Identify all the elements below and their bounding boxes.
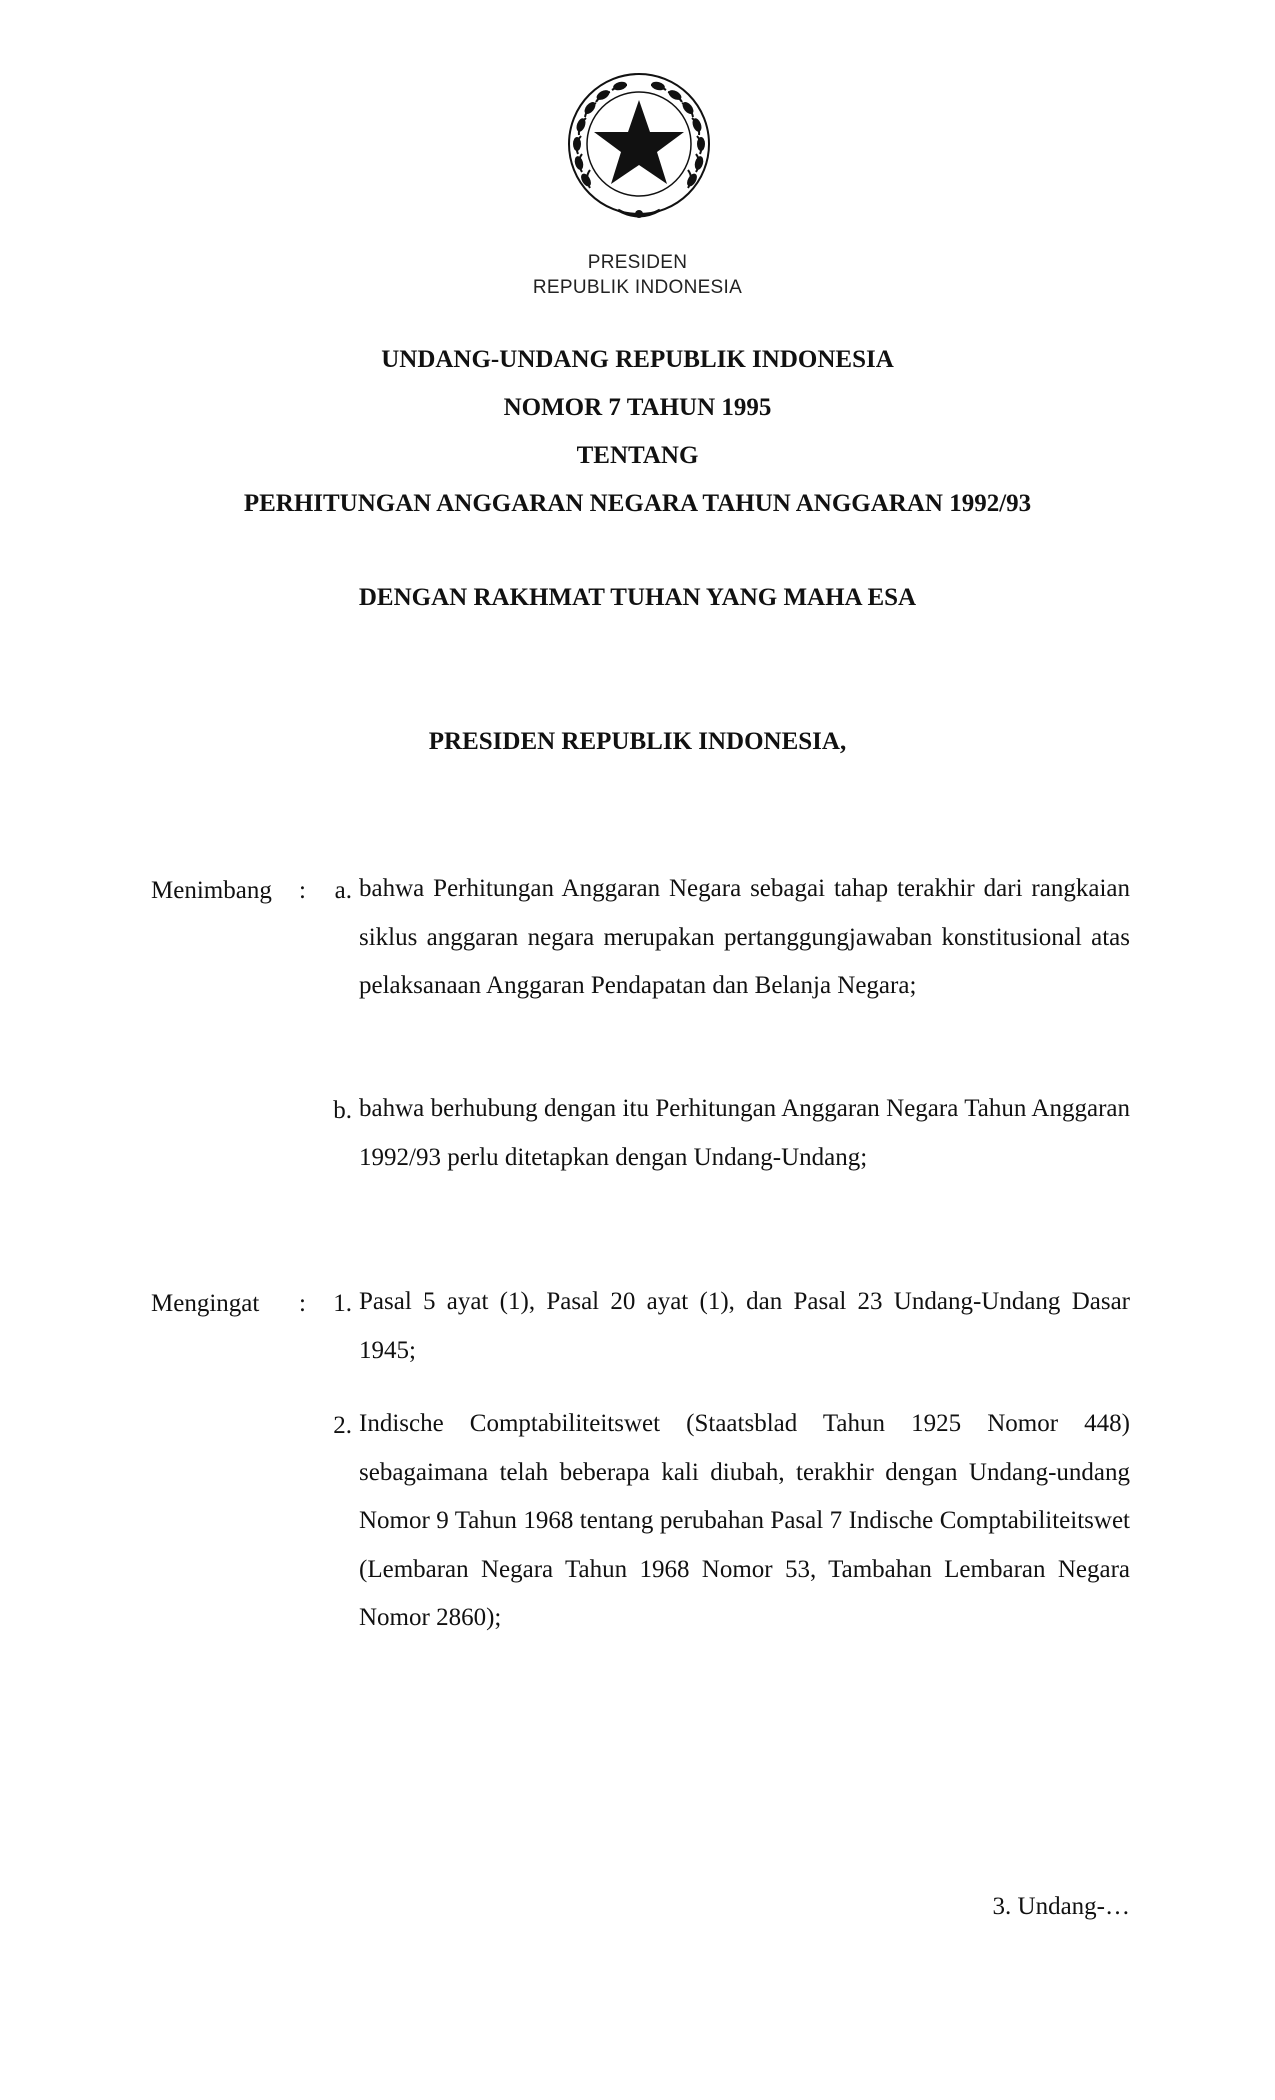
menimbang-label: Menimbang — [151, 877, 272, 904]
invocation: DENGAN RAKHMAT TUHAN YANG MAHA ESA — [358, 584, 917, 611]
office-label-president: PRESIDEN — [587, 252, 688, 273]
mengingat-marker-1: 1. — [333, 1290, 352, 1317]
document-title: UNDANG-UNDANG REPUBLIK INDONESIA — [381, 346, 894, 373]
mengingat-item-1: Pasal 5 ayat (1), Pasal 20 ayat (1), dan Pasal 23 Undang-Undang Dasar 1945; — [359, 1288, 1130, 1364]
mengingat-colon: : — [299, 1290, 306, 1317]
menimbang-colon: : — [299, 877, 306, 904]
document-about: TENTANG — [576, 442, 699, 469]
mengingat-label: Mengingat — [151, 1290, 260, 1317]
document-number: NOMOR 7 TAHUN 1995 — [503, 394, 772, 421]
menimbang-item-b: bahwa berhubung dengan itu Perhitungan Anggaran Negara Tahun Anggaran 1992/93 perlu ditetapkan dengan Undang-Undang; — [359, 1095, 1130, 1171]
menimbang-marker-a: a. — [334, 877, 352, 904]
issuer: PRESIDEN REPUBLIK INDONESIA, — [428, 728, 847, 755]
document-subject: PERHITUNGAN ANGGARAN NEGARA TAHUN ANGGARAN 1992/93 — [243, 490, 1032, 517]
mengingat-item-2: Indische Comptabiliteitswet (Staatsblad Tahun 1925 Nomor 448) sebagaimana telah beberapa kali diubah, terakhir dengan Undang-undang Nomor 9 Tahun 1968 tentang perubahan Pasal 7 Indische Comptabiliteitswet (Lembaran Negara Tahun 1968 Nomor 53, Tambahan Lembaran Negara Nomor 2860); — [359, 1410, 1130, 1631]
office-label-republic: REPUBLIK INDONESIA — [532, 277, 743, 298]
mengingat-marker-2: 2. — [333, 1412, 352, 1439]
continuation-catchword: 3. Undang-… — [992, 1893, 1130, 1920]
menimbang-marker-b: b. — [333, 1097, 352, 1124]
menimbang-item-a: bahwa Perhitungan Anggaran Negara sebagai tahap terakhir dari rangkaian siklus anggaran negara merupakan pertanggungjawaban konstitusional atas pelaksanaan Anggaran Pendapatan dan Belanja Negara; — [359, 875, 1130, 999]
presidential-emblem-icon — [560, 68, 718, 228]
